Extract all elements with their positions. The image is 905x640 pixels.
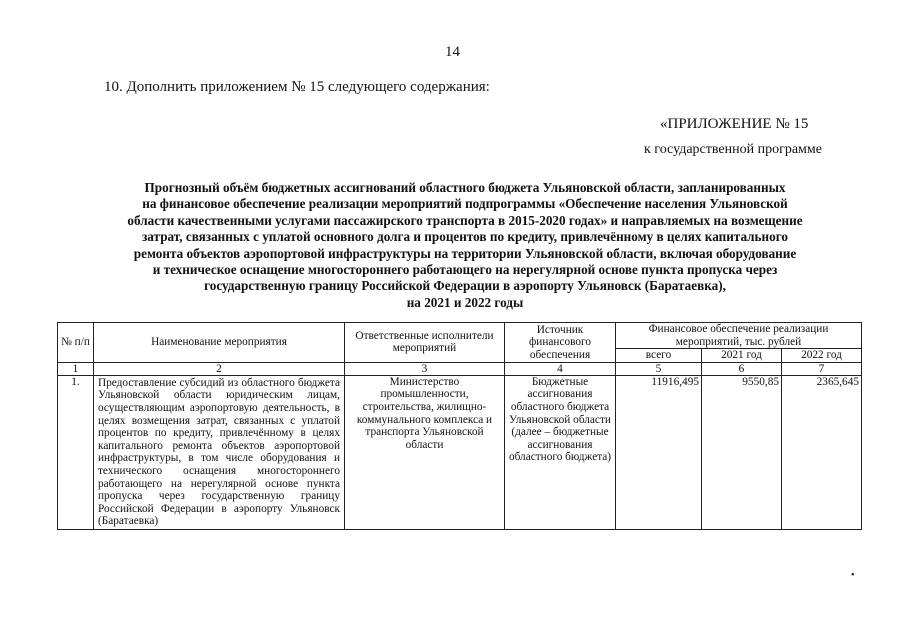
row-2022: 2365,645 (782, 375, 862, 529)
budget-table (57, 322, 862, 530)
header-responsible: Ответственные исполнители мероприятий (345, 323, 505, 363)
heading-line: государственную границу Российской Федерации в аэропорту Ульяновск (Баратаевка), (204, 278, 726, 294)
heading-line: затрат, связанных с уплатой основного долга и процентов по кредиту, привлечённому в целях капитального (142, 229, 788, 245)
column-number: 1 (58, 362, 94, 375)
column-number-row (58, 362, 862, 375)
heading-line: ремонта объектов аэропортовой инфраструктуры на территории Ульяновской области, включая оборудование (133, 245, 797, 261)
row-name: Предоставление субсидий из областного бюджета Ульяновской области юридическим лицам, осуществляющим аэропортовую деятельность, в целях возмещения затрат, связанных с уплатой процентов по кредиту, привлечённому в целях капитального ремонта объектов аэропортовой инфраструктуры, в том числе оборудования и технического оснащения многостороннего работающего на нерегулярной основе пункта пропуска через государственную границу Российской Федерации в аэропорту Ульяновск (Баратаевка) (94, 375, 345, 529)
heading-line: на 2021 и 2022 годы (406, 294, 524, 310)
header-source: Источник финансового обеспечения (505, 323, 616, 363)
document-heading (80, 180, 850, 311)
header-2021: 2021 год (702, 349, 782, 363)
column-number: 2 (94, 362, 345, 375)
row-2021: 9550,85 (702, 375, 782, 529)
header-name: Наименование мероприятия (94, 323, 345, 363)
header-2022: 2022 год (782, 349, 862, 363)
column-number: 3 (345, 362, 505, 375)
heading-line: на финансовое обеспечение реализации мероприятий подпрограммы «Обеспечение населения Ульяновской (142, 196, 788, 212)
row-source: Бюджетные ассигнования областного бюджета Ульяновской области (далее – бюджетные ассигнования областного бюджета) (505, 375, 616, 529)
appendix-subtitle: к государственной программе (644, 142, 822, 157)
header-row (58, 323, 862, 349)
row-responsible: Министерство промышленности, строительства, жилищно-коммунального комплекса и транспорта Ульяновской области (345, 375, 505, 529)
heading-line: и техническое оснащение многостороннего работающего на нерегулярной основе пункта пропуска через (152, 262, 778, 278)
table-row (58, 375, 862, 529)
column-number: 6 (702, 362, 782, 375)
row-total: 11916,495 (616, 375, 702, 529)
intro-text: 10. Дополнить приложением № 15 следующего содержания: (104, 79, 490, 95)
column-number: 5 (616, 362, 702, 375)
page-number: 14 (445, 44, 460, 60)
appendix-title: «ПРИЛОЖЕНИЕ № 15 (660, 116, 809, 132)
corner-mark: • (851, 570, 855, 581)
heading-line: области качественными услугами пассажирского транспорта в 2015-2020 годах» и направляемых на возмещение (127, 212, 803, 228)
header-finance: Финансовое обеспечение реализации мероприятий, тыс. рублей (616, 323, 862, 349)
row-num: 1. (58, 375, 94, 529)
column-number: 7 (782, 362, 862, 375)
column-number: 4 (505, 362, 616, 375)
heading-line: Прогнозный объём бюджетных ассигнований областного бюджета Ульяновской области, запланированных (144, 180, 786, 195)
header-num: № п/п (58, 323, 94, 363)
header-total: всего (616, 349, 702, 363)
